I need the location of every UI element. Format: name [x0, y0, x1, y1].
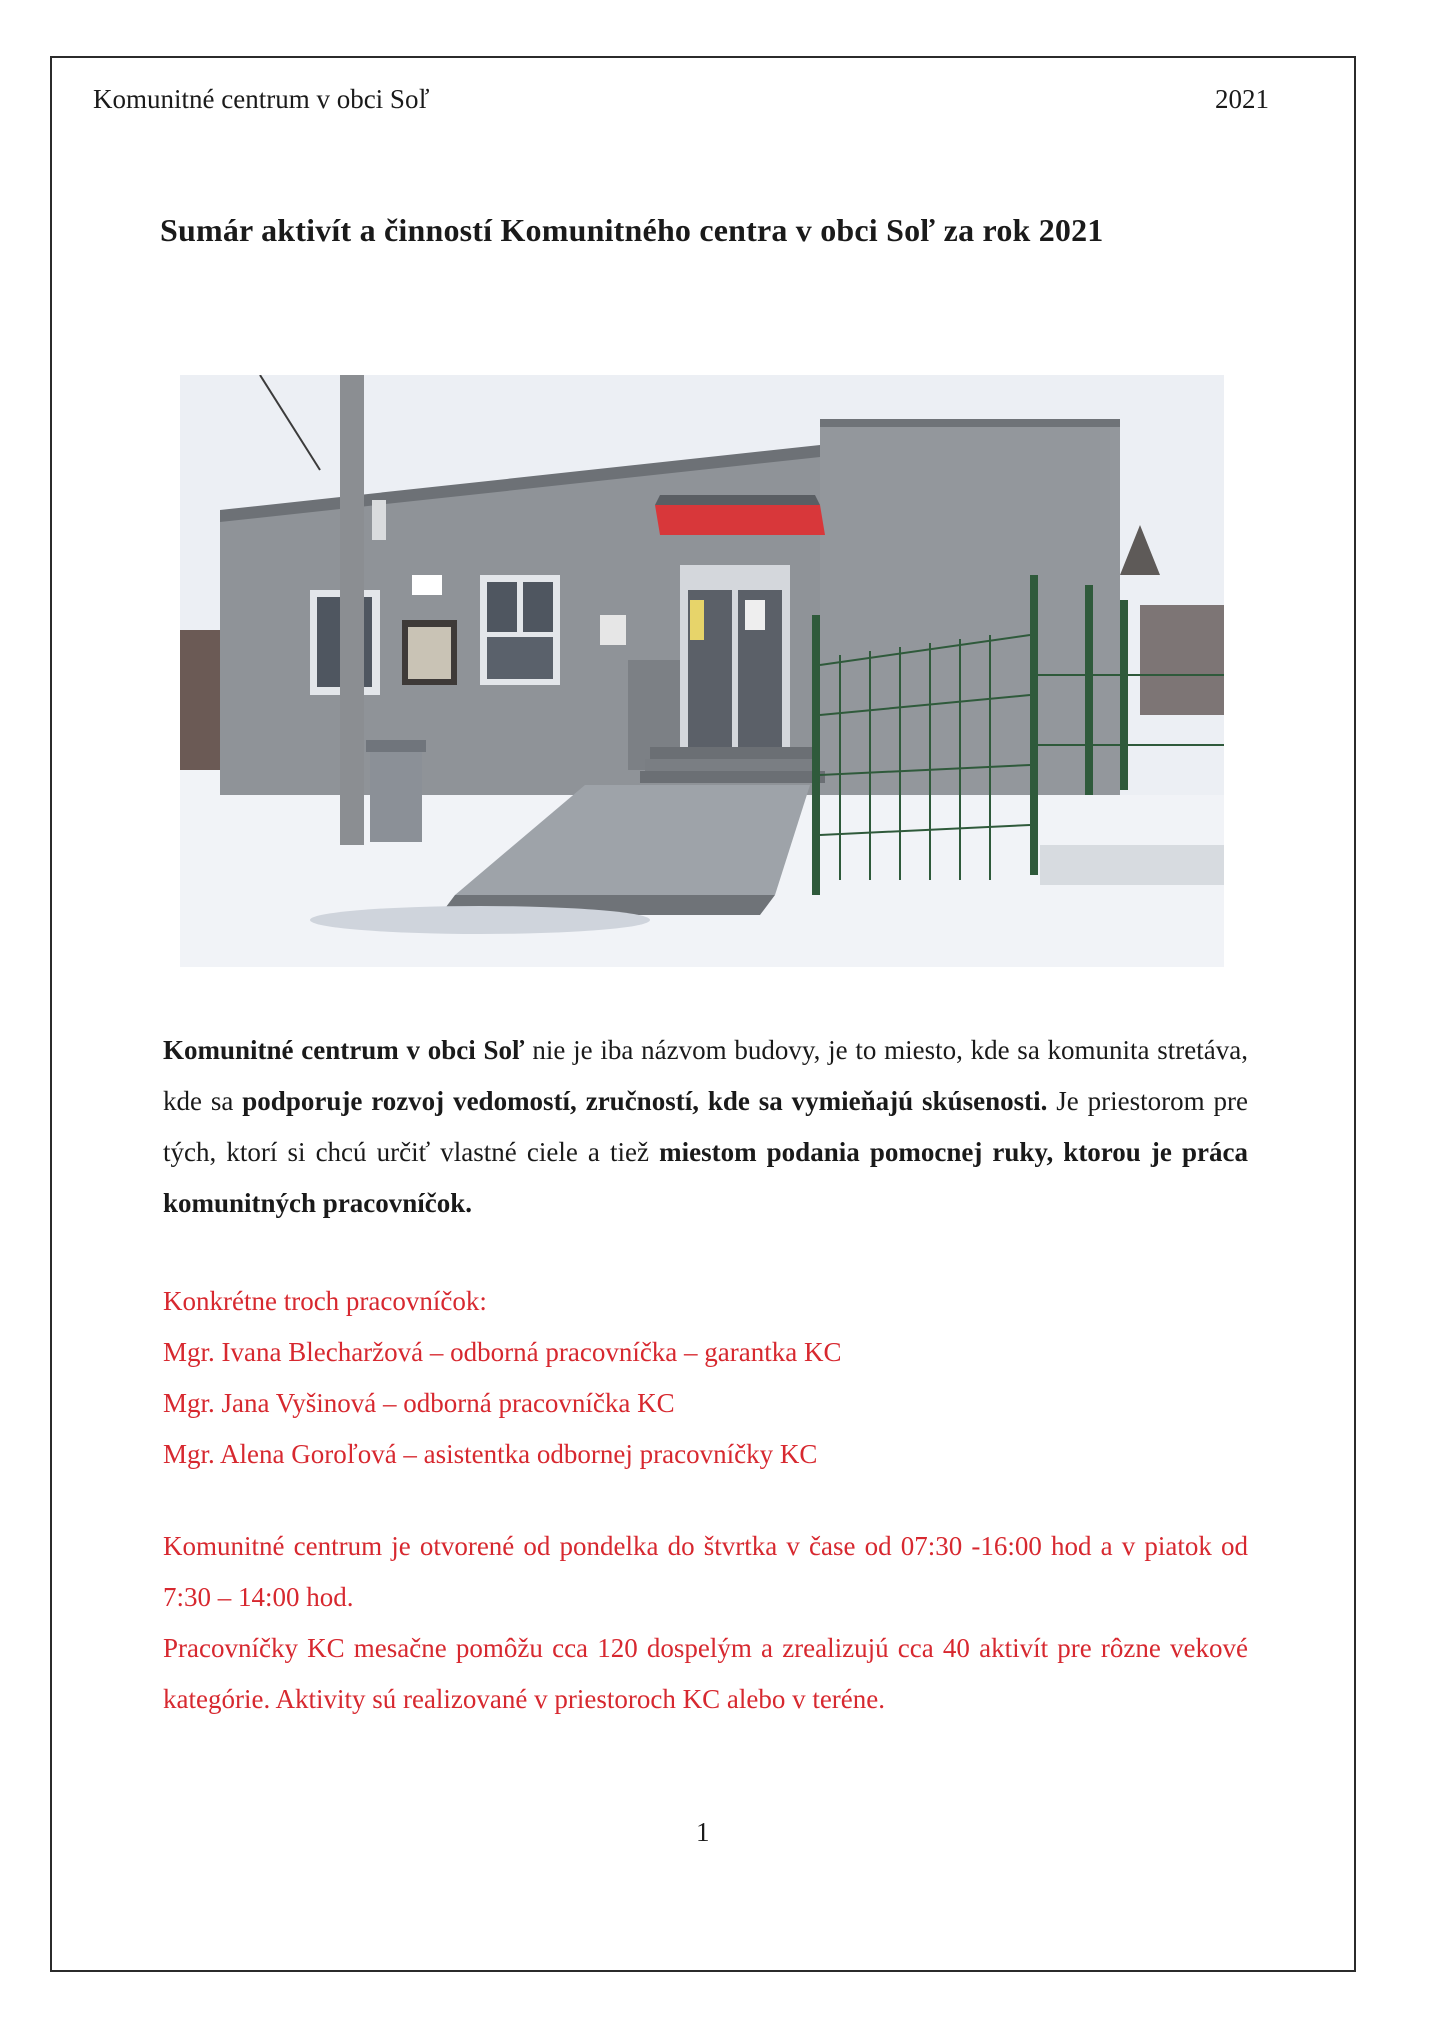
header-left: Komunitné centrum v obci Soľ [93, 84, 430, 114]
page-number: 1 [696, 1817, 710, 1847]
intro-bold-3: miestom podania pomocnej ruky, ktorou je práca komunitných pracovníčok. [163, 1137, 1248, 1218]
intro-text-1: nie je iba názvom budovy, je to miesto, kde sa komunita stretáva, kde sa [163, 1035, 1248, 1116]
staff-heading: Konkrétne troch pracovníčok: [163, 1286, 487, 1316]
staff-list [163, 1276, 842, 1480]
building-photo [180, 375, 1224, 967]
staff-member: Mgr. Alena Goroľová – asistentka odbornej pracovníčky KC [163, 1439, 818, 1469]
staff-member: Mgr. Ivana Blecharžová – odborná pracovníčka – garantka KC [163, 1337, 842, 1367]
document-title: Sumár aktivít a činností Komunitného centra v obci Soľ za rok 2021 [160, 212, 1104, 248]
staff-member: Mgr. Jana Vyšinová – odborná pracovníčka KC [163, 1388, 675, 1418]
opening-hours-section [163, 1521, 1248, 1725]
intro-bold-1: Komunitné centrum v obci Soľ [163, 1035, 525, 1065]
intro-paragraph [163, 1025, 1248, 1229]
opening-hours-text: Komunitné centrum je otvorené od pondelka do štvrtka v čase od 07:30 -16:00 hod a v piatok od 7:30 – 14:00 hod. [163, 1531, 1248, 1612]
intro-bold-2: podporuje rozvoj vedomostí, zručností, kde sa vymieňajú skúsenosti. [242, 1086, 1048, 1116]
intro-text-2: Je priestorom pre tých, ktorí si chcú určiť vlastné ciele a tiež [163, 1086, 1248, 1167]
activity-text: Pracovníčky KC mesačne pomôžu cca 120 dospelým a zrealizujú cca 40 aktivít pre rôzne vekové kategórie. Aktivity sú realizované v priestoroch KC alebo v teréne. [163, 1633, 1248, 1714]
header-year: 2021 [1215, 84, 1269, 114]
